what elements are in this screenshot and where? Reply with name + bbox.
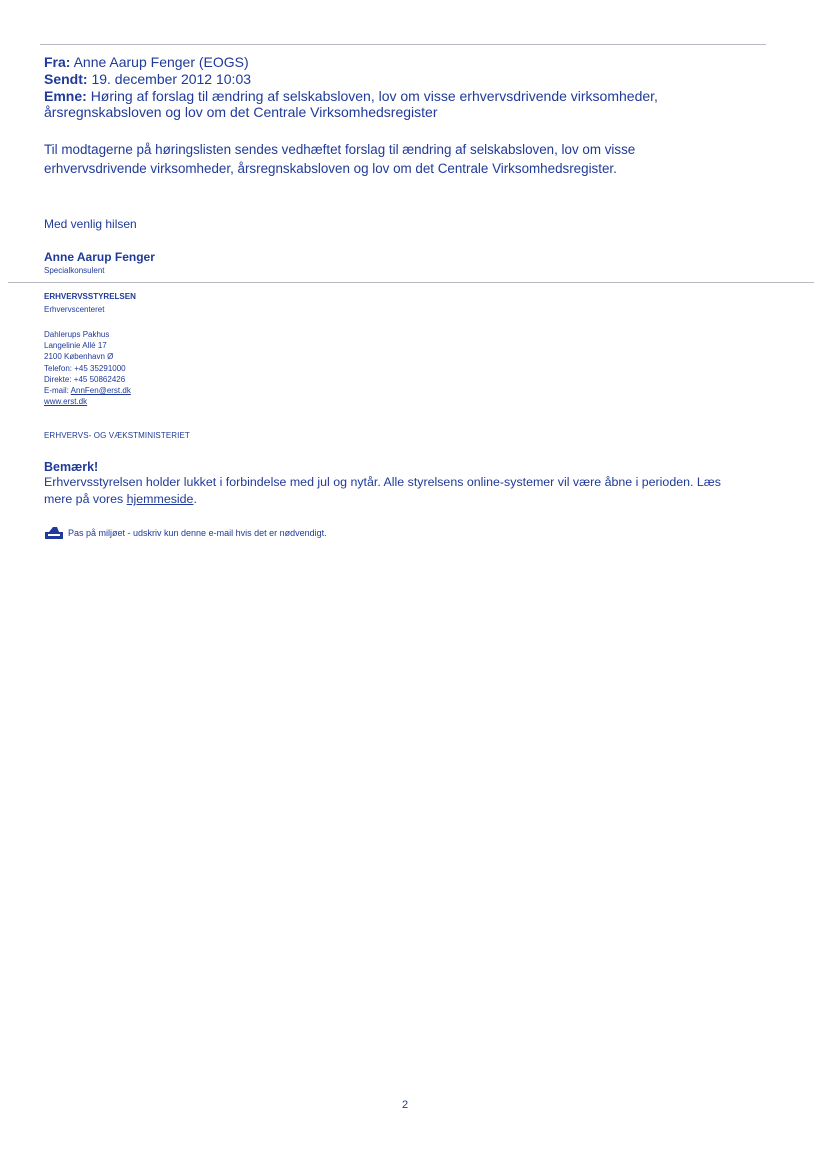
direct-phone-line: Direkte: +45 50862426: [44, 374, 126, 384]
from-line: [44, 54, 249, 71]
subject-label: Emne:: [44, 88, 87, 104]
body-line-2: erhvervsdrivende virksomheder, årsregnskabsloven og lov om det Centrale Virksomhedsregister.: [44, 161, 617, 176]
website-link[interactable]: www.erst.dk: [44, 397, 88, 407]
subject-value-2: årsregnskabsloven og lov om det Centrale Virksomhedsregister: [44, 104, 438, 120]
subject-line-2: [44, 104, 438, 121]
organization-name: ERHVERVSSTYRELSEN: [44, 292, 136, 301]
greeting: Med venlig hilsen: [44, 217, 137, 231]
notice-line-1: Erhvervsstyrelsen holder lukket i forbindelse med jul og nytår. Alle styrelsens online-systemer vil være åbne i perioden. Læs: [44, 475, 721, 489]
top-divider: [40, 44, 766, 45]
sent-value: 19. december 2012 10:03: [91, 71, 252, 87]
phone-line: Telefon: +45 35291000: [44, 363, 126, 373]
from-label: Fra:: [44, 54, 71, 70]
body-line-1: Til modtagerne på høringslisten sendes vedhæftet forslag til ændring af selskabsloven, lov om visse: [44, 142, 636, 157]
organization-department: Erhvervscenteret: [44, 305, 105, 314]
recycle-print-icon: [44, 526, 64, 540]
email-label: E-mail:: [44, 386, 69, 396]
sent-label: Sendt:: [44, 71, 88, 87]
ministry-name: ERHVERVS- OG VÆKSTMINISTERIET: [44, 431, 190, 440]
address-line: 2100 København Ø: [44, 352, 114, 362]
email-link[interactable]: AnnFen@erst.dk: [70, 386, 131, 396]
notice-body: [44, 474, 754, 508]
page-number: 2: [402, 1099, 409, 1111]
signature-divider: [8, 282, 814, 283]
notice-heading: Bemærk!: [44, 460, 99, 474]
subject-value-1: Høring af forslag til ændring af selskabsloven, lov om visse erhvervsdrivende virksomheder,: [90, 88, 658, 104]
email-line: [44, 385, 131, 396]
address-block: [44, 329, 131, 407]
notice-line-2-suffix: .: [193, 492, 197, 506]
environment-note: [44, 526, 327, 540]
notice-line-2-prefix: mere på vores: [44, 492, 127, 506]
sent-line: [44, 71, 251, 88]
notice-line-2: [44, 491, 754, 508]
signature-name: Anne Aarup Fenger: [44, 250, 155, 264]
environment-note-text: Pas på miljøet - udskriv kun denne e-mail hvis det er nødvendigt.: [68, 528, 327, 538]
signature-title: Specialkonsulent: [44, 266, 105, 275]
from-value: Anne Aarup Fenger (EOGS): [73, 54, 249, 70]
body-paragraph: [44, 140, 724, 178]
homepage-link[interactable]: hjemmeside: [126, 492, 194, 506]
address-line: Langelinie Allé 17: [44, 341, 107, 351]
address-line: Dahlerups Pakhus: [44, 330, 110, 339]
subject-line: [44, 88, 658, 105]
